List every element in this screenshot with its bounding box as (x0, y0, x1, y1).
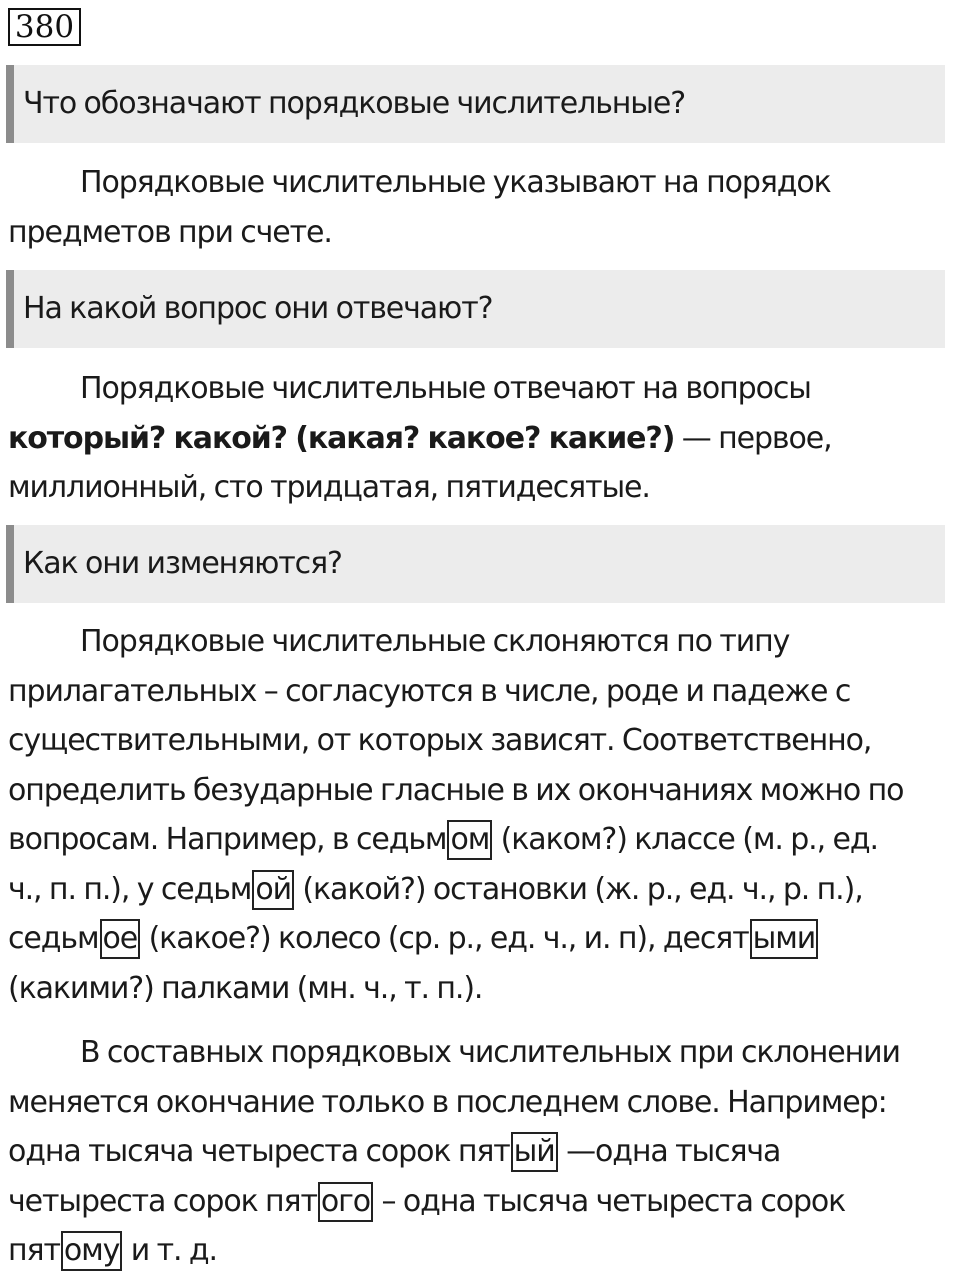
question-1-text: Что обозначают порядковые числительные? (23, 86, 686, 121)
text-fragment: одна тысяча четыреста сорок пят (8, 1134, 510, 1169)
text-fragment: —одна тысяча (558, 1134, 781, 1169)
answer-3-paragraph-1 (8, 617, 953, 1013)
text-fragment: – одна тысяча четыреста сорок (374, 1183, 846, 1219)
answer-1-line: Порядковые числительные указывают на порядок (80, 165, 831, 200)
text-fragment: (какое?) колесо (ср. р., ед. ч., и. п), десят (141, 921, 749, 956)
question-3-text: Как они изменяются? (23, 546, 342, 581)
text-fragment: вопросам. Например, в седьм (8, 822, 447, 857)
answer-3-line: Порядковые числительные склоняются по типу (80, 624, 790, 659)
answer-3-line (8, 1127, 953, 1177)
answer-1-paragraph (8, 158, 953, 257)
ending-box: ый (511, 1132, 558, 1172)
text-fragment: (каком?) классе (м. р., ед. (493, 822, 878, 857)
text-fragment: седьм (8, 921, 99, 956)
answer-3-line (8, 1177, 953, 1227)
text-fragment: (какой?) остановки (ж. р., ед. ч., р. п.), (295, 871, 863, 907)
question-2-text: На какой вопрос они отвечают? (23, 291, 493, 326)
answer-3-line (8, 1226, 953, 1276)
answer-2-line: Порядковые числительные отвечают на вопросы (80, 371, 811, 406)
question-3-bar (6, 525, 945, 603)
answer-2-line: миллионный, сто тридцатая, пятидесятые. (8, 470, 650, 505)
answer-3-line: меняется окончание только в последнем слове. Например: (8, 1084, 887, 1120)
answer-3-line (8, 914, 953, 964)
text-fragment: пят (8, 1233, 60, 1268)
text-fragment: ч., п. п.), у седьм (8, 871, 252, 907)
answer-1-line: предметов при счете. (8, 214, 332, 250)
answer-3-paragraph-2 (8, 1028, 953, 1276)
text-fragment: и т. д. (123, 1233, 217, 1268)
answer-3-line: В составных порядковых числительных при склонении (80, 1035, 900, 1070)
answer-2-examples-start: — первое, (674, 420, 832, 456)
answer-3-line (8, 865, 953, 915)
answer-2-line (8, 414, 953, 464)
ending-box: ом (447, 820, 492, 860)
ending-box: ого (318, 1182, 373, 1222)
answer-3-line: существительными, от которых зависят. Соответственно, (8, 723, 872, 758)
answer-2-bold-questions: который? какой? (какая? какое? какие?) (8, 420, 675, 456)
ending-box: ой (252, 870, 294, 910)
question-1-bar (6, 65, 945, 143)
answer-3-line (8, 815, 953, 865)
answer-3-line: прилагательных – согласуются в числе, роде и падеже с (8, 673, 851, 709)
task-number: 380 (8, 8, 81, 46)
ending-box: ыми (750, 919, 819, 959)
question-2-bar (6, 270, 945, 348)
ending-box: ое (100, 919, 141, 959)
ending-box: ому (61, 1231, 122, 1271)
answer-2-paragraph (8, 364, 953, 513)
text-fragment: четыреста сорок пят (8, 1183, 317, 1219)
answer-3-line: (какими?) палками (мн. ч., т. п.). (8, 970, 483, 1006)
answer-3-line: определить безударные гласные в их окончаниях можно по (8, 772, 904, 808)
